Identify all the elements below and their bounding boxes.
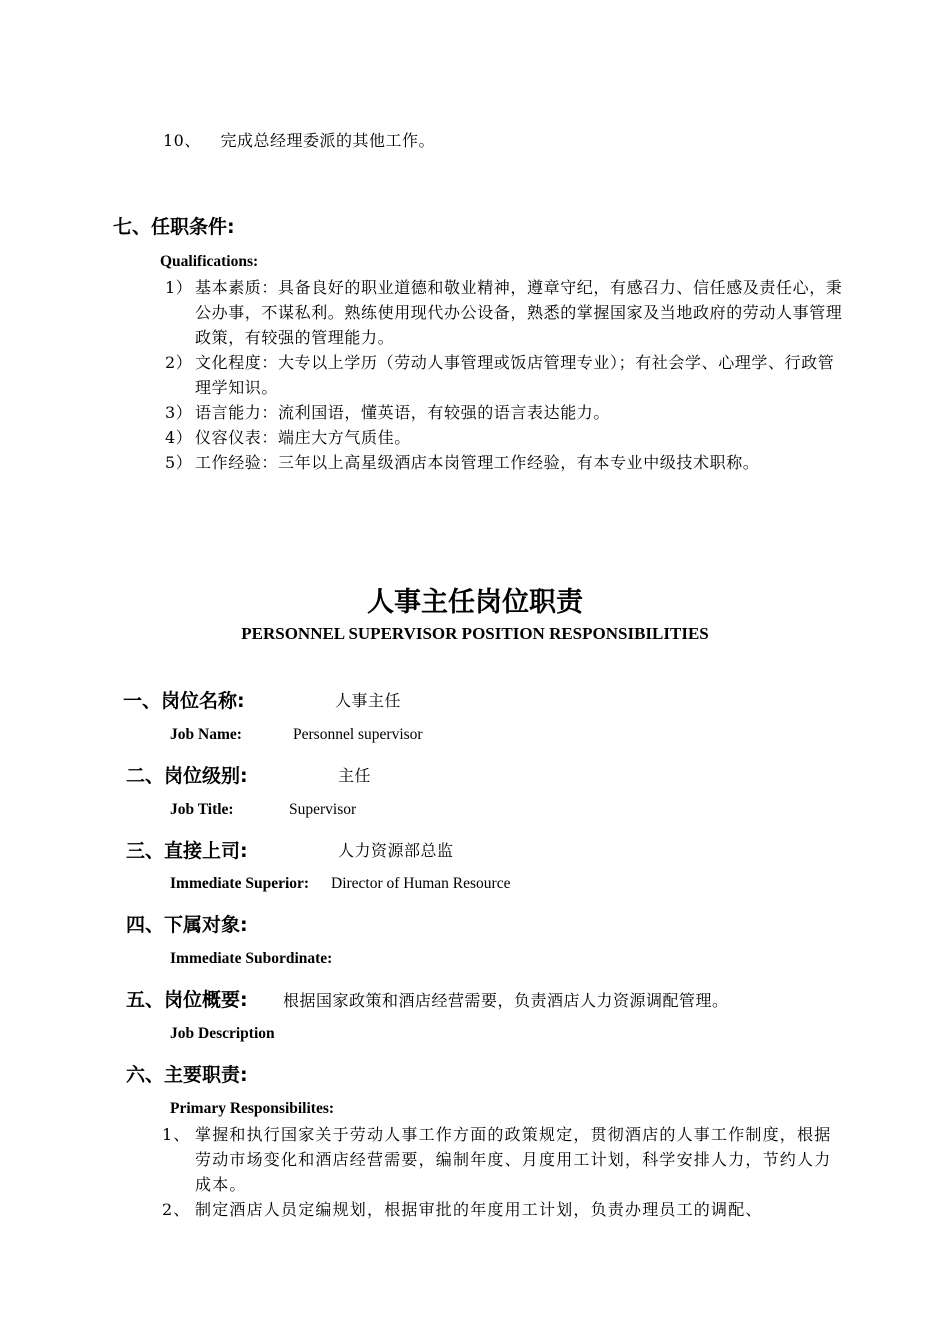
superior-heading: 三、直接上司: bbox=[126, 840, 248, 862]
job-title-heading: 二、岗位级别: bbox=[126, 765, 248, 787]
page-title: 人事主任岗位职责 bbox=[367, 587, 583, 618]
prev-item-text: 完成总经理委派的其他工作。 bbox=[220, 131, 435, 150]
responsibility-text: 制定酒店人员定编规划，根据审批的年度用工计划，负责办理员工的调配、 bbox=[195, 1200, 763, 1219]
description-value: 根据国家政策和酒店经营需要，负责酒店人力资源调配管理。 bbox=[283, 991, 729, 1010]
prev-item-number: 10、 bbox=[163, 131, 201, 150]
qualification-number: 4） bbox=[165, 428, 193, 447]
qualifications-heading: 七、任职条件: bbox=[113, 216, 235, 238]
qualification-text: 仪容仪表：端庄大方气质佳。 bbox=[195, 428, 411, 447]
job-name-en-value: Personnel supervisor bbox=[293, 726, 423, 743]
subordinate-heading: 四、下属对象: bbox=[126, 914, 248, 936]
prev-list-item bbox=[163, 128, 435, 151]
responsibility-item bbox=[162, 1122, 842, 1197]
responsibilities-list bbox=[162, 1122, 842, 1222]
qualification-item bbox=[165, 275, 845, 350]
job-name-value: 人事主任 bbox=[335, 691, 402, 710]
qualification-text: 工作经验：三年以上高星级酒店本岗管理工作经验，有本专业中级技术职称。 bbox=[195, 453, 760, 472]
responsibilities-en-label: Primary Responsibilites: bbox=[170, 1100, 335, 1117]
responsibilities-heading: 六、主要职责: bbox=[126, 1064, 248, 1086]
job-title-value: 主任 bbox=[338, 766, 372, 785]
qualification-number: 2） bbox=[165, 353, 193, 372]
job-name-heading: 一、岗位名称: bbox=[123, 690, 245, 712]
responsibility-item bbox=[162, 1197, 842, 1222]
qualification-item bbox=[165, 450, 845, 475]
description-heading: 五、岗位概要: bbox=[126, 989, 248, 1011]
superior-en-value: Director of Human Resource bbox=[331, 875, 511, 892]
qualification-text: 基本素质：具备良好的职业道德和敬业精神，遵章守纪，有感召力、信任感及责任心，秉公办事，不谋私利。熟练使用现代办公设备，熟悉的掌握国家及当地政府的劳动人事管理政策，有较强的管理能力。 bbox=[195, 278, 843, 347]
responsibility-text: 掌握和执行国家关于劳动人事工作方面的政策规定，贯彻酒店的人事工作制度，根据劳动市场变化和酒店经营需要，编制年度、月度用工计划，科学安排人力，节约人力成本。 bbox=[195, 1125, 832, 1194]
qualifications-label: Qualifications: bbox=[160, 253, 259, 270]
qualification-text: 语言能力：流利国语，懂英语，有较强的语言表达能力。 bbox=[195, 403, 611, 422]
description-en-label: Job Description bbox=[170, 1025, 275, 1042]
qualifications-list bbox=[165, 275, 845, 475]
page-subtitle: PERSONNEL SUPERVISOR POSITION RESPONSIBILITIES bbox=[241, 624, 709, 643]
qualification-item bbox=[165, 350, 845, 400]
superior-value: 人力资源部总监 bbox=[338, 841, 454, 860]
qualification-text: 文化程度：大专以上学历（劳动人事管理或饭店管理专业）；有社会学、心理学、行政管理学知识。 bbox=[195, 353, 835, 397]
responsibility-number: 2、 bbox=[162, 1200, 191, 1219]
job-title-en-label: Job Title: bbox=[170, 801, 234, 818]
qualification-number: 1） bbox=[165, 278, 193, 297]
qualification-item bbox=[165, 425, 845, 450]
responsibility-number: 1、 bbox=[162, 1125, 191, 1144]
superior-en-label: Immediate Superior: bbox=[170, 875, 310, 892]
job-name-en-label: Job Name: bbox=[170, 726, 242, 743]
subordinate-en-label: Immediate Subordinate: bbox=[170, 950, 333, 967]
qualification-item bbox=[165, 400, 845, 425]
job-title-en-value: Supervisor bbox=[289, 801, 357, 818]
qualification-number: 3） bbox=[165, 403, 193, 422]
qualification-number: 5） bbox=[165, 453, 193, 472]
